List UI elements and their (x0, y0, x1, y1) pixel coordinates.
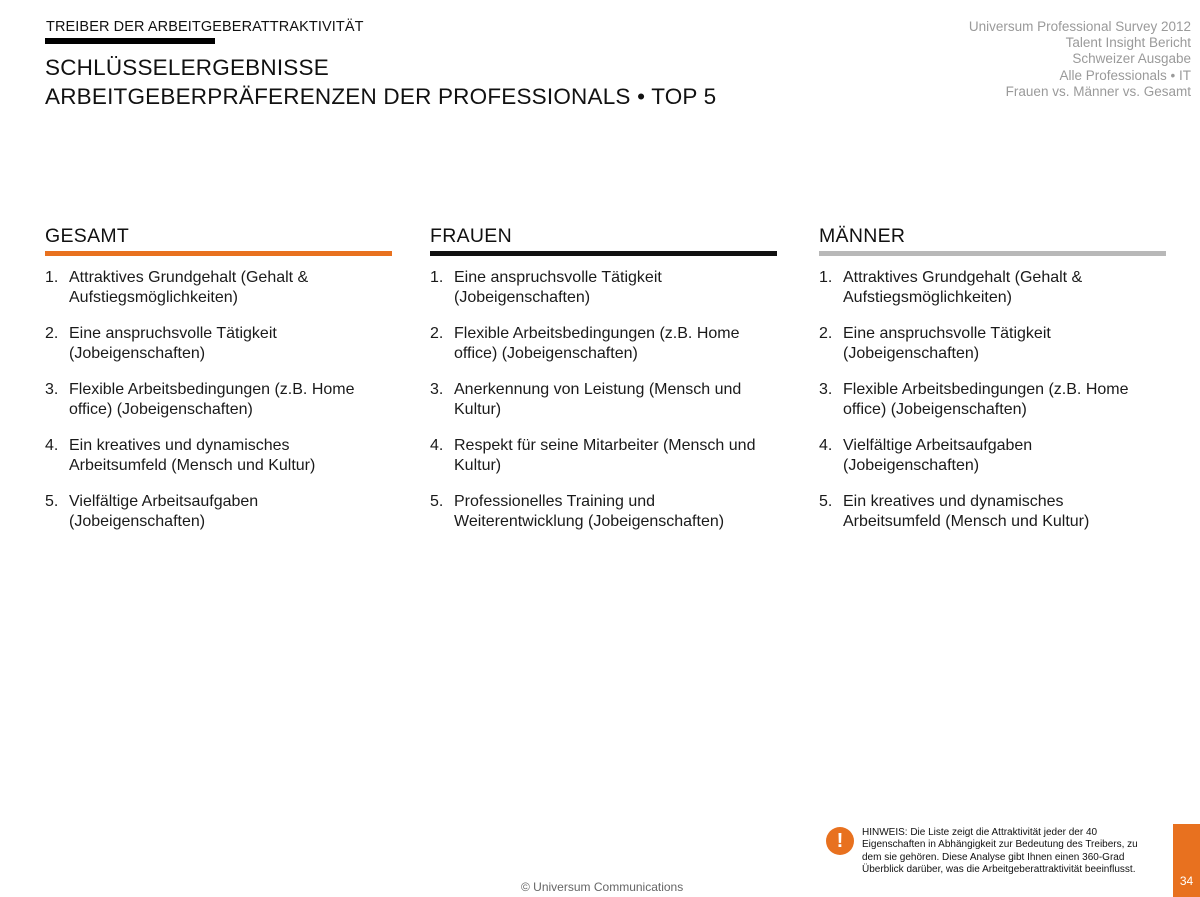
column-rule (45, 251, 392, 256)
page-title-line-2: ARBEITGEBERPRÄFERENZEN DER PROFESSIONALS • TOP 5 (45, 84, 717, 109)
column-frauen (430, 224, 780, 548)
item-number: 5. (819, 493, 833, 510)
column-gesamt (45, 224, 395, 548)
list-item (430, 380, 772, 420)
meta-line-audience: Alle Professionals • IT (1059, 67, 1191, 83)
item-number: 5. (45, 493, 59, 510)
page-title-line-1: SCHLÜSSELERGEBNISSE (45, 55, 329, 80)
item-text: Vielfältige Arbeitsaufgaben (Jobeigenschaften) (69, 493, 259, 530)
item-number: 2. (430, 325, 444, 342)
list-item (45, 380, 387, 420)
column-heading: MÄNNER (819, 225, 906, 247)
meta-line-edition: Schweizer Ausgabe (1072, 51, 1191, 67)
ranking-list (45, 268, 395, 532)
list-item (430, 324, 772, 364)
column-maenner (819, 224, 1169, 548)
item-number: 1. (430, 269, 444, 286)
list-item (430, 436, 772, 476)
meta-line-survey: Universum Professional Survey 2012 (968, 19, 1191, 34)
section-underline (45, 38, 215, 44)
item-number: 4. (45, 437, 59, 454)
page-number: 34 (1173, 824, 1200, 897)
item-number: 5. (430, 493, 444, 510)
report-meta (969, 19, 1191, 100)
column-rule (430, 251, 777, 256)
hint-text: HINWEIS: Die Liste zeigt die Attraktivität jeder der 40 Eigenschaften in Abhängigkeit zur Bedeutung des Treibers, zu dem sie gehören. Diese Analyse gibt Ihnen einen 360-Grad Überblick darüber, was die Arbeitgeberattraktivität beeinflusst. (862, 827, 1138, 876)
list-item (819, 324, 1161, 364)
ranking-list (430, 268, 780, 532)
copyright-notice: © Universum Communications (521, 880, 684, 894)
list-item (430, 268, 772, 308)
item-text: Attraktives Grundgehalt (Gehalt & Aufstiegsmöglichkeiten) (843, 269, 1083, 306)
ranking-list (819, 268, 1169, 532)
item-number: 2. (45, 325, 59, 342)
section-label: TREIBER DER ARBEITGEBERATTRAKTIVITÄT (46, 19, 364, 35)
item-number: 3. (45, 381, 59, 398)
item-number: 2. (819, 325, 833, 342)
meta-line-comparison: Frauen vs. Männer vs. Gesamt (1005, 83, 1191, 99)
list-item (45, 436, 387, 476)
item-number: 4. (819, 437, 833, 454)
item-text: Flexible Arbeitsbedingungen (z.B. Home office) (Jobeigenschaften) (69, 381, 355, 418)
list-item (45, 324, 387, 364)
list-item (45, 268, 387, 308)
item-number: 3. (430, 381, 444, 398)
item-number: 4. (430, 437, 444, 454)
item-text: Eine anspruchsvolle Tätigkeit (Jobeigenschaften) (454, 269, 662, 306)
item-number: 1. (819, 269, 833, 286)
item-text: Professionelles Training und Weiterentwicklung (Jobeigenschaften) (454, 493, 725, 530)
item-text: Ein kreatives und dynamisches Arbeitsumfeld (Mensch und Kultur) (843, 493, 1090, 530)
item-number: 3. (819, 381, 833, 398)
list-item (819, 492, 1161, 532)
item-text: Ein kreatives und dynamisches Arbeitsumfeld (Mensch und Kultur) (69, 437, 316, 474)
item-number: 1. (45, 269, 59, 286)
column-heading: FRAUEN (430, 225, 512, 247)
item-text: Anerkennung von Leistung (Mensch und Kultur) (454, 381, 742, 418)
exclamation-icon: ! (826, 827, 854, 855)
column-heading: GESAMT (45, 225, 130, 247)
item-text: Vielfältige Arbeitsaufgaben (Jobeigenschaften) (843, 437, 1033, 474)
item-text: Respekt für seine Mitarbeiter (Mensch und Kultur) (454, 437, 756, 474)
page-title (45, 53, 716, 111)
item-text: Eine anspruchsvolle Tätigkeit (Jobeigenschaften) (843, 325, 1051, 362)
item-text: Eine anspruchsvolle Tätigkeit (Jobeigenschaften) (69, 325, 277, 362)
list-item (819, 268, 1161, 308)
hint-note (826, 827, 1156, 893)
item-text: Attraktives Grundgehalt (Gehalt & Aufstiegsmöglichkeiten) (69, 269, 309, 306)
item-text: Flexible Arbeitsbedingungen (z.B. Home office) (Jobeigenschaften) (454, 325, 740, 362)
list-item (819, 436, 1161, 476)
list-item (819, 380, 1161, 420)
list-item (430, 492, 772, 532)
list-item (45, 492, 387, 532)
meta-line-report: Talent Insight Bericht (1065, 35, 1191, 51)
item-text: Flexible Arbeitsbedingungen (z.B. Home office) (Jobeigenschaften) (843, 381, 1129, 418)
column-rule (819, 251, 1166, 256)
